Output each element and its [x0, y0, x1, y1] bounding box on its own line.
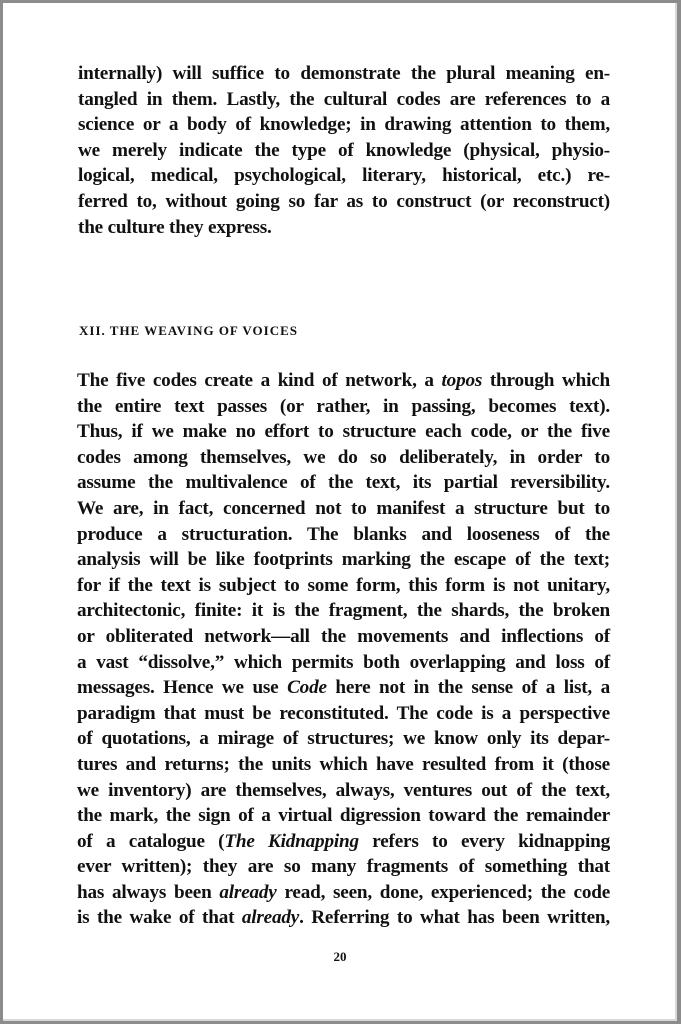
text-line: ferred to, without going so far as to construct (or reconstruct)	[78, 190, 610, 212]
italic-text: already	[241, 907, 300, 929]
text-line: we inventory) are themselves, always, ventures out of the text,	[77, 779, 610, 801]
text-line: produce a structuration. The blanks and looseness of the	[77, 523, 610, 545]
text-line: architectonic, finite: it is the fragment, the shards, the broken	[77, 600, 610, 622]
italic-text: already	[219, 881, 277, 903]
text-line: or obliterated network—all the movements and inflections of	[77, 625, 610, 647]
text-line: of a catalogue (The Kidnapping refers to every kidnapping	[77, 830, 610, 852]
page-number: 20	[333, 949, 347, 964]
text-line: the mark, the sign of a virtual digression toward the remainder	[77, 805, 610, 827]
italic-text: topos	[441, 370, 483, 391]
text-line: of quotations, a mirage of structures; we know only its depar-	[77, 728, 610, 750]
paragraph-2	[77, 368, 610, 931]
text-line: the culture they express.	[78, 216, 272, 238]
text-line: codes among themselves, we do so deliberately, in order to	[77, 446, 610, 468]
text-line: analysis will be like footprints marking the escape of the text;	[77, 549, 610, 571]
text-line: logical, medical, psychological, literary, historical, etc.) re-	[78, 165, 610, 187]
text-line: tangled in them. Lastly, the cultural codes are references to a	[78, 88, 610, 110]
text-line: The five codes create a kind of network, a topos through which	[77, 370, 610, 391]
text-line: science or a body of knowledge; in drawing attention to them,	[78, 114, 610, 136]
text-line: has always been already read, seen, done, experienced; the code	[77, 881, 611, 903]
text-line: paradigm that must be reconstituted. The code is a perspective	[77, 702, 610, 724]
text-line: internally) will suffice to demonstrate the plural meaning en-	[78, 63, 610, 84]
italic-text: Code	[287, 677, 327, 699]
text-line: ever written); they are so many fragments of something that	[77, 856, 610, 878]
italic-text: The Kidnapping	[224, 830, 359, 852]
text-line: assume the multivalence of the text, its partial reversibility.	[77, 472, 610, 494]
text-line: we merely indicate the type of knowledge (physical, physio-	[78, 139, 610, 161]
paragraph-1	[78, 61, 610, 240]
text-line: the entire text passes (or rather, in passing, becomes text).	[77, 395, 610, 417]
text-line: We are, in fact, concerned not to manifest a structure but to	[77, 497, 610, 519]
section-heading: XII. THE WEAVING OF VOICES	[79, 323, 298, 338]
text-line: for if the text is subject to some form, this form is not unitary,	[77, 574, 610, 596]
text-line: a vast “dissolve,” which permits both overlapping and loss of	[77, 651, 610, 673]
text-line: tures and returns; the units which have resulted from it (those	[77, 753, 610, 775]
text-line: messages. Hence we use Code here not in the sense of a list, a	[77, 677, 610, 699]
text-line: is the wake of that already. Referring to what has been written,	[77, 907, 610, 929]
text-line: Thus, if we make no effort to structure each code, or the five	[77, 421, 610, 443]
document-page	[3, 3, 677, 1021]
